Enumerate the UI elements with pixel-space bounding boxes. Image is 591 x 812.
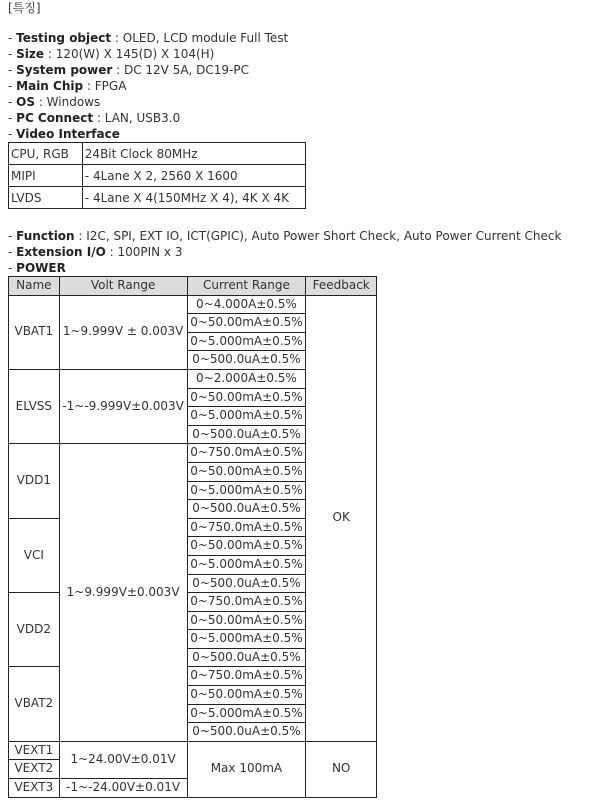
power-name-cell: VBAT2	[9, 667, 60, 741]
current-range-cell: 0~5.000mA±0.5%	[187, 555, 306, 574]
video-interface-table	[8, 142, 306, 209]
power-name-cell: VDD2	[9, 593, 60, 667]
current-range-cell: 0~5.000mA±0.5%	[187, 407, 306, 426]
table-cell: - 4Lane X 2, 2560 X 1600	[82, 165, 305, 187]
table-cell: 24Bit Clock 80MHz	[82, 143, 305, 165]
header-feedback: Feedback	[306, 277, 377, 296]
table-row	[9, 187, 306, 209]
current-range-cell: 0~50.00mA±0.5%	[187, 314, 306, 333]
volt-range-cell: -1~-24.00V±0.01V	[59, 779, 187, 798]
current-range-cell: 0~500.0uA±0.5%	[187, 500, 306, 519]
page-header: [특징]	[8, 1, 41, 15]
header-name: Name	[9, 277, 60, 296]
current-range-cell: 0~750.0mA±0.5%	[187, 518, 306, 537]
volt-range-cell: 1~9.999V ± 0.003V	[59, 295, 187, 369]
spec-video-interface: - Video Interface	[8, 127, 120, 141]
header-volt-range: Volt Range	[59, 277, 187, 296]
spec-function: - Function : I2C, SPI, EXT IO, ICT(GPIC), Auto Power Short Check, Auto Power Current Check	[8, 229, 562, 243]
current-range-cell: 0~2.000A±0.5%	[187, 369, 306, 388]
table-cell: LVDS	[9, 187, 83, 209]
spec-testing-object: - Testing object : OLED, LCD module Full Test	[8, 31, 289, 45]
current-range-cell: 0~5.000mA±0.5%	[187, 481, 306, 500]
table-row	[9, 165, 306, 187]
power-name-cell: VBAT1	[9, 295, 60, 369]
current-range-cell: 0~500.0uA±0.5%	[187, 574, 306, 593]
feedback-cell: OK	[306, 295, 377, 741]
power-name-cell: VEXT2	[9, 760, 60, 779]
spec-power: - POWER	[8, 261, 66, 275]
spec-os: - OS : Windows	[8, 95, 101, 109]
power-table	[8, 276, 377, 798]
current-range-cell: 0~4.000A±0.5%	[187, 295, 306, 314]
spec-pc-connect: - PC Connect : LAN, USB3.0	[8, 111, 181, 125]
volt-range-cell: -1~-9.999V±0.003V	[59, 369, 187, 443]
current-range-cell: 0~500.0uA±0.5%	[187, 351, 306, 370]
table-row	[9, 143, 306, 165]
header-current-range: Current Range	[187, 277, 306, 296]
current-range-cell: 0~500.0uA±0.5%	[187, 723, 306, 742]
current-range-cell: Max 100mA	[187, 741, 306, 797]
spec-main-chip: - Main Chip : FPGA	[8, 79, 127, 93]
current-range-cell: 0~50.00mA±0.5%	[187, 686, 306, 705]
current-range-cell: 0~5.000mA±0.5%	[187, 630, 306, 649]
power-name-cell: VEXT3	[9, 779, 60, 798]
power-name-cell: VCI	[9, 518, 60, 592]
volt-range-cell: 1~24.00V±0.01V	[59, 741, 187, 778]
feedback-cell: NO	[306, 741, 377, 797]
current-range-cell: 0~750.0mA±0.5%	[187, 444, 306, 463]
spec-size: - Size : 120(W) X 145(D) X 104(H)	[8, 47, 215, 61]
power-name-cell: VEXT1	[9, 741, 60, 760]
current-range-cell: 0~750.0mA±0.5%	[187, 667, 306, 686]
current-range-cell: 0~500.0uA±0.5%	[187, 425, 306, 444]
current-range-cell: 0~50.00mA±0.5%	[187, 462, 306, 481]
current-range-cell: 0~50.00mA±0.5%	[187, 388, 306, 407]
volt-range-cell: 1~9.999V±0.003V	[59, 444, 187, 742]
table-cell: - 4Lane X 4(150MHz X 4), 4K X 4K	[82, 187, 305, 209]
current-range-cell: 0~500.0uA±0.5%	[187, 648, 306, 667]
table-header-row	[9, 277, 377, 296]
spec-extension-io: - Extension I/O : 100PIN x 3	[8, 245, 183, 259]
power-name-cell: VDD1	[9, 444, 60, 518]
table-row	[9, 295, 377, 314]
power-name-cell: ELVSS	[9, 369, 60, 443]
current-range-cell: 0~5.000mA±0.5%	[187, 704, 306, 723]
current-range-cell: 0~750.0mA±0.5%	[187, 593, 306, 612]
current-range-cell: 0~50.00mA±0.5%	[187, 537, 306, 556]
current-range-cell: 0~5.000mA±0.5%	[187, 332, 306, 351]
table-row	[9, 741, 377, 760]
table-cell: CPU, RGB	[9, 143, 83, 165]
spec-system-power: - System power : DC 12V 5A, DC19-PC	[8, 63, 250, 77]
table-cell: MIPI	[9, 165, 83, 187]
current-range-cell: 0~50.00mA±0.5%	[187, 611, 306, 630]
